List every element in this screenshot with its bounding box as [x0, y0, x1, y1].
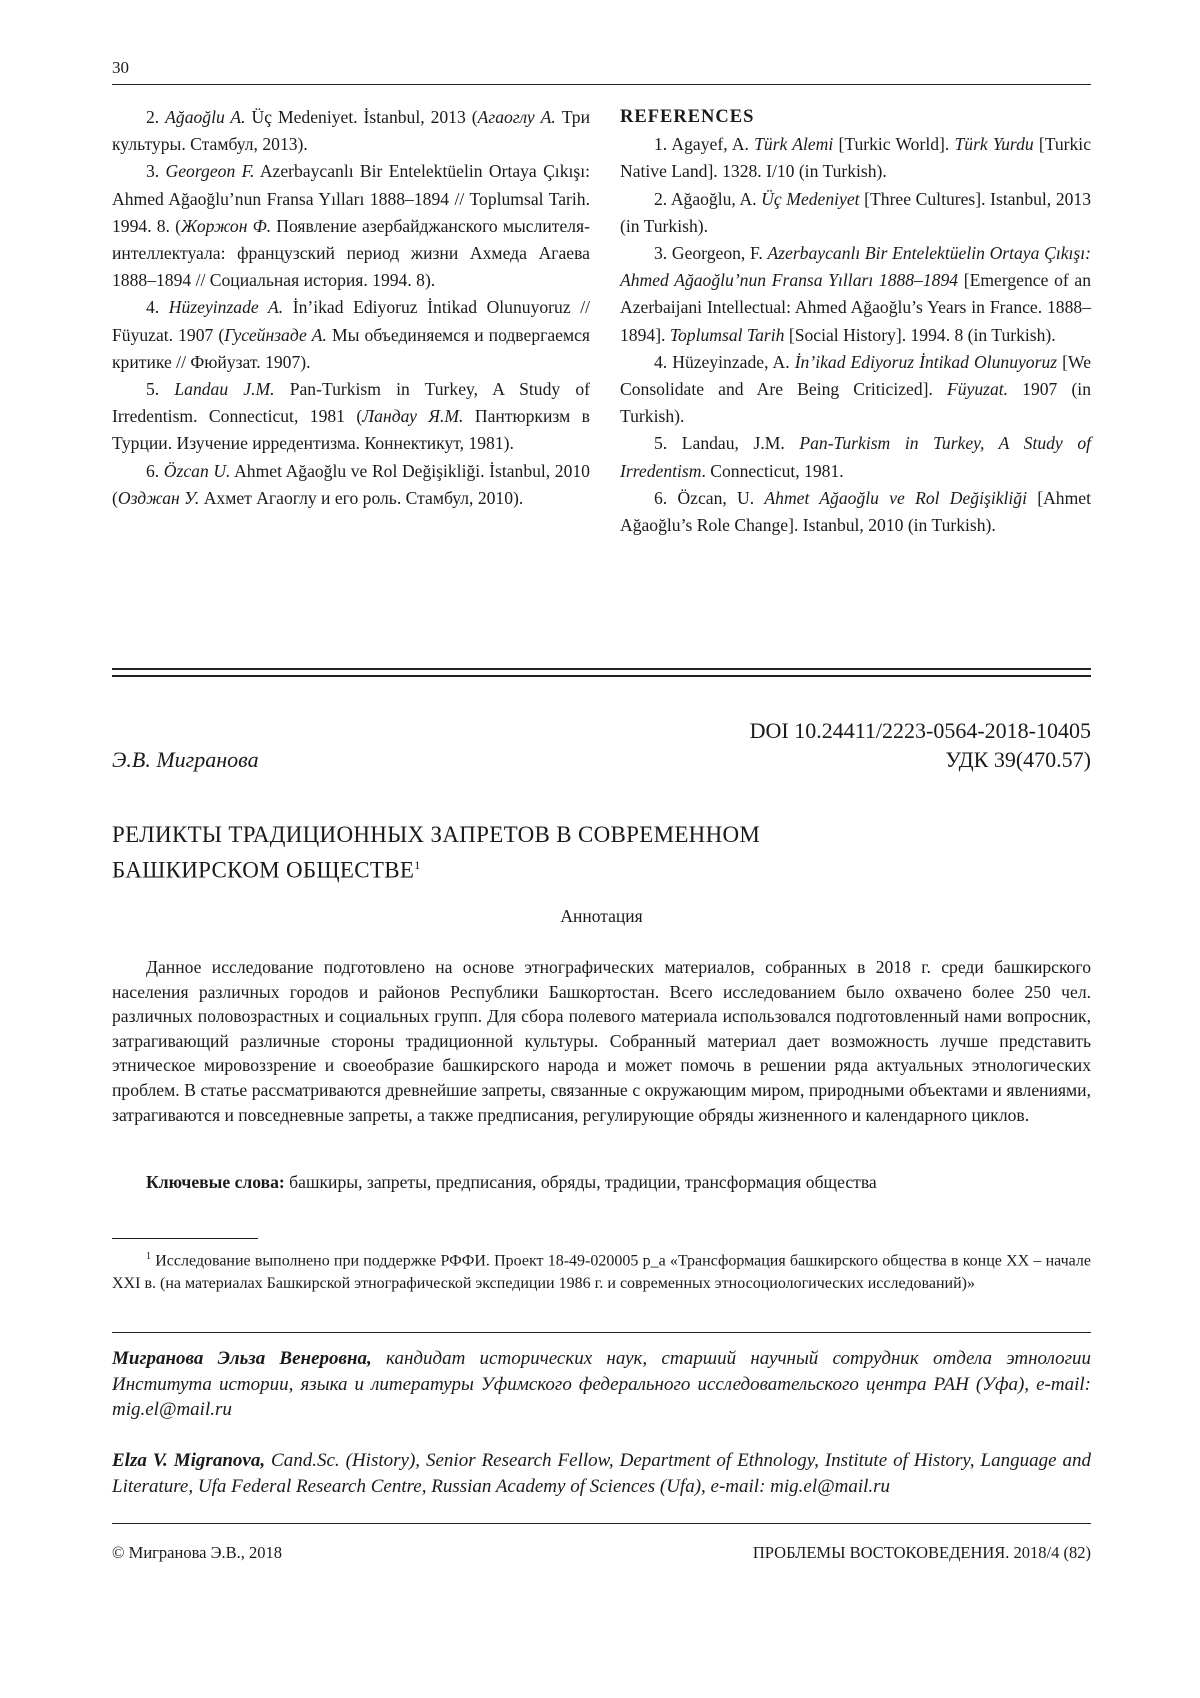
left-reference-column: [112, 104, 590, 512]
footer-rule: [112, 1523, 1091, 1524]
udk-code: УДК 39(470.57): [945, 747, 1091, 772]
journal-name: ПРОБЛЕМЫ ВОСТОКОВЕДЕНИЯ. 2018/4 (82): [752, 1543, 1091, 1562]
reference-item: 5. Landau, J.M. Pan-Turkism in Turkey, A Study of Irredentism. Connecticut, 1981.: [620, 433, 1091, 481]
reference-item: 3. Georgeon F. Azerbaycanlı Bir Entelektüelin Ortaya Çıkışı: Ahmed Ağaoğlu’nun Fransa Yılları 1888–1894 // Toplumsal Tarih. 1994. 8. (Жоржон Ф. Появление азербайджанского мыслителя-интеллектуала: французский период жизни Ахмеда Агаева 1888–1894 // Социальная история. 1994. 8).: [112, 161, 591, 291]
doi: DOI 10.24411/2223-0564-2018-10405: [749, 718, 1091, 743]
annotation-heading: Аннотация: [560, 906, 643, 926]
keywords: Ключевые слова: башкиры, запреты, предписания, обряды, традиции, трансформация общества: [146, 1172, 877, 1192]
reference-item: 6. Özcan U. Ahmet Ağaoğlu ve Rol Değişikliği. İstanbul, 2010 (Озджан У. Ахмет Агаоглу и его роль. Стамбул, 2010).: [112, 460, 590, 508]
header-rule: [112, 84, 1091, 85]
copyright: © Мигранова Э.В., 2018: [112, 1543, 283, 1562]
article-author: Э.В. Мигранова: [112, 747, 259, 772]
reference-item: 6. Özcan, U. Ahmet Ağaoğlu ve Rol Değişikliği [Ahmet Ağaoğlu’s Role Change]. Istanbul, 2010 (in Turkish).: [620, 487, 1091, 536]
footnote-mark: 1: [414, 858, 421, 872]
reference-item: 2. Ağaoğlu A. Üç Medeniyet. İstanbul, 2013 (Агаоглу А. Три культуры. Стамбул, 2013).: [112, 107, 590, 155]
references-heading: REFERENCES: [620, 107, 755, 127]
page-number: 30: [112, 58, 129, 77]
article-title: РЕЛИКТЫ ТРАДИЦИОННЫХ ЗАПРЕТОВ В СОВРЕМЕННОМ БАШКИРСКОМ ОБЩЕСТВЕ$^1$: [112, 822, 761, 883]
abstract: Данное исследование подготовлено на основе этнографических материалов, собранных в 2018 г. среди башкирского населения различных городов и районов Республики Башкортостан. Всего исследованием было охвачено более 250 чел. различных половозрастных и социальных групп. Для сбора полевого материала использовался подготовленный нами вопросник, затрагивающий различные стороны традиционной культуры. Собранный материал дает возможность лучше представить этническое мировоззрение и своеобразие башкирского народа и может помочь в решении ряда актуальных этнологических проблем. В статье рассматриваются древнейшие запреты, связанные с окружающим миром, природными объектами и явлениями, затрагиваются и повседневные запреты, а также предписания, регулирующие обряды жизненного и календарного циклов.: [112, 957, 1091, 1125]
reference-item: 3. Georgeon, F. Azerbaycanlı Bir Entelektüelin Ortaya Çıkışı: Ahmed Ağaoğlu’nun Fransa Yılları 1888–1894 [Emergence of an Azerbaijani Intellectual: Ahmed Ağaoğlu’s Years in France. 1888–1894]. Toplumsal Tarih [Social History]. 1994. 8 (in Turkish).: [620, 243, 1092, 345]
section-divider: [112, 668, 1091, 677]
references-column: [620, 104, 1091, 539]
reference-item: 4. Hüzeyinzade A. İn’ikad Ediyoruz İntikad Olunuyoruz // Füyuzat. 1907 (Гусейнзаде А. Мы объединяемся и подвергаемся критике // Фюйузат. 1907).: [112, 297, 590, 372]
author-info-en: Elza V. Migranova, Cand.Sc. (History), Senior Research Fellow, Department of Ethnology, Institute of History, Language and Literature, Ufa Federal Research Centre, Russian Academy of Sciences (Ufa), e-mail: mig.el@mail.ru: [112, 1450, 1091, 1497]
author-info-ru: Мигранова Эльза Венеровна, кандидат исторических наук, старший научный сотрудник отдела этнологии Института истории, языка и литературы Уфимского федерального исследовательского центра РАН (Уфа), e-mail: mig.el@mail.ru: [112, 1348, 1091, 1420]
footnote-rule: [112, 1238, 258, 1239]
author-info-rule: [112, 1332, 1091, 1333]
reference-item: 1. Agayef, A. Türk Alemi [Turkic World]. Türk Yurdu [Turkic Native Land]. 1328. I/10 (in Turkish).: [620, 134, 1092, 182]
reference-item: 5. Landau J.M. Pan-Turkism in Turkey, A Study of Irredentism. Connecticut, 1981 (Ландау Я.М. Пантюркизм в Турции. Изучение ирредентизма. Коннектикут, 1981).: [112, 379, 590, 454]
reference-item: 2. Ağaoğlu, A. Üç Medeniyet [Three Cultures]. Istanbul, 2013 (in Turkish).: [620, 188, 1092, 236]
reference-item: 4. Hüzeyinzade, A. İn’ikad Ediyoruz İntikad Olunuyoruz [We Consolidate and Are Being Criticized]. Füyuzat. 1907 (in Turkish).: [620, 351, 1092, 427]
footnote: $^1$ Исследование выполнено при поддержке РФФИ. Проект 18-49-020005 р_а «Трансформация башкирского общества в конце XX – начале XXI в. (на материалах Башкирской этнографической экспедиции 1986 г. и современных этносоциологических исследований)»: [112, 1251, 1091, 1293]
